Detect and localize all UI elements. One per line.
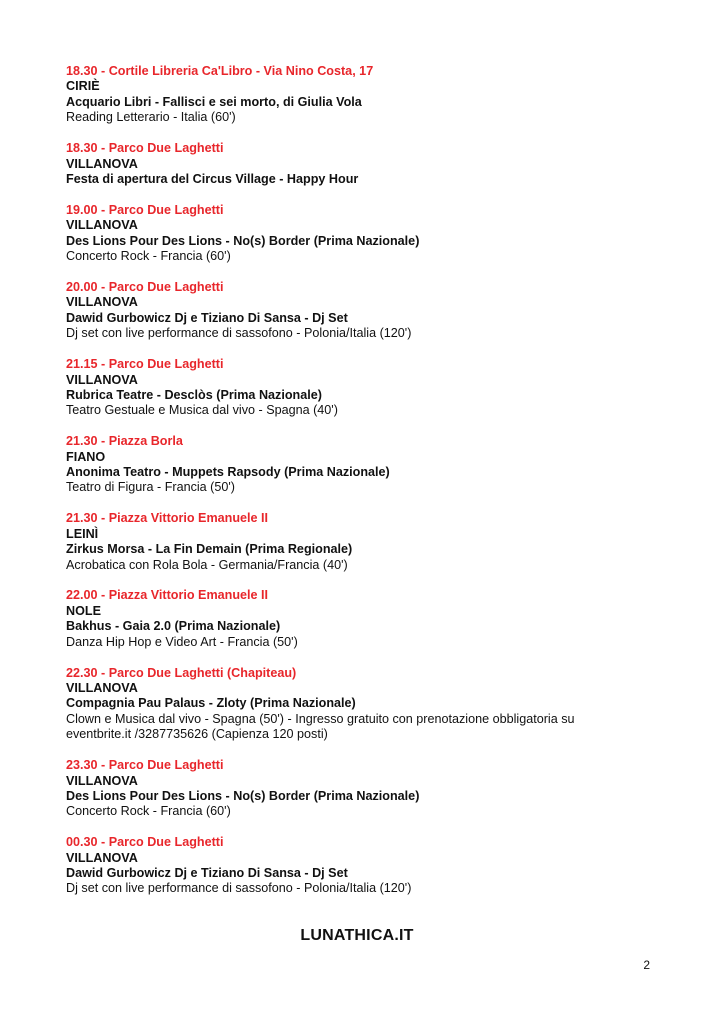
event-entry — [66, 758, 666, 820]
event-town: VILLANOVA — [66, 681, 138, 695]
event-town: VILLANOVA — [66, 372, 138, 387]
event-time-venue: 18.30 - Parco Due Laghetti — [66, 141, 224, 156]
event-description: Reading Letterario - Italia (60') — [66, 110, 236, 125]
event-title: Zirkus Morsa - La Fin Demain (Prima Regionale) — [66, 542, 353, 557]
event-entry — [66, 203, 666, 265]
event-time-venue: 21.15 - Parco Due Laghetti — [66, 357, 224, 372]
event-time-venue: 22.30 - Parco Due Laghetti (Chapiteau) — [66, 665, 297, 680]
event-time-venue: 22.00 - Piazza Vittorio Emanuele II — [66, 588, 269, 603]
event-entry — [66, 141, 666, 187]
event-time-venue: 21.30 - Piazza Borla — [66, 434, 183, 449]
event-time-venue: 18.30 - Cortile Libreria Ca'Libro - Via Nino Costa, 17 — [66, 64, 374, 78]
event-description: Dj set con live performance di sassofono - Polonia/Italia (120') — [66, 326, 412, 341]
event-description: Danza Hip Hop e Video Art - Francia (50') — [66, 634, 298, 649]
event-time-venue: 00.30 - Parco Due Laghetti — [66, 835, 224, 850]
event-town: VILLANOVA — [66, 295, 138, 310]
event-description: Concerto Rock - Francia (60') — [66, 804, 231, 819]
event-town: VILLANOVA — [66, 218, 138, 233]
event-title: Acquario Libri - Fallisci e sei morto, di Giulia Vola — [66, 94, 362, 109]
event-title: Dawid Gurbowicz Dj e Tiziano Di Sansa - Dj Set — [66, 866, 348, 881]
event-description: Teatro Gestuale e Musica dal vivo - Spagna (40') — [66, 403, 338, 418]
event-town: CIRIÈ — [66, 79, 100, 94]
event-entry — [66, 434, 666, 496]
event-town: VILLANOVA — [66, 773, 138, 788]
event-title: Des Lions Pour Des Lions - No(s) Border (Prima Nazionale) — [66, 788, 420, 803]
event-title: Anonima Teatro - Muppets Rapsody (Prima Nazionale) — [66, 465, 390, 480]
event-title: Compagnia Pau Palaus - Zloty (Prima Nazionale) — [66, 696, 356, 711]
event-description: Dj set con live performance di sassofono - Polonia/Italia (120') — [66, 881, 412, 896]
event-entry — [66, 588, 666, 650]
footer-site-link[interactable]: LUNATHICA.IT — [300, 927, 414, 944]
event-entry — [66, 280, 666, 342]
event-town: NOLE — [66, 603, 101, 618]
event-entry — [66, 835, 666, 897]
event-title: Festa di apertura del Circus Village - Happy Hour — [66, 171, 359, 186]
event-town: FIANO — [66, 449, 106, 464]
event-town: LEINÌ — [66, 526, 99, 541]
event-time-venue: 23.30 - Parco Due Laghetti — [66, 758, 224, 773]
event-town: VILLANOVA — [66, 156, 138, 171]
event-title: Rubrica Teatre - Desclòs (Prima Nazionale) — [66, 387, 322, 402]
page-number: 2 — [643, 958, 650, 972]
event-town: VILLANOVA — [66, 850, 138, 865]
event-description: Clown e Musica dal vivo - Spagna (50') - Ingresso gratuito con prenotazione obbligatoria su eventbrite.it /3287735626 (Capienza 120 posti) — [66, 711, 575, 742]
event-description: Concerto Rock - Francia (60') — [66, 249, 231, 264]
event-entry — [66, 64, 666, 126]
event-list — [66, 64, 666, 912]
event-time-venue: 21.30 - Piazza Vittorio Emanuele II — [66, 511, 269, 526]
event-time-venue: 19.00 - Parco Due Laghetti — [66, 202, 224, 217]
event-title: Bakhus - Gaia 2.0 (Prima Nazionale) — [66, 619, 281, 634]
event-description: Acrobatica con Rola Bola - Germania/Francia (40') — [66, 557, 348, 572]
event-entry — [66, 511, 666, 573]
event-description: Teatro di Figura - Francia (50') — [66, 480, 235, 495]
event-title: Des Lions Pour Des Lions - No(s) Border (Prima Nazionale) — [66, 233, 420, 248]
event-entry — [66, 666, 666, 743]
event-title: Dawid Gurbowicz Dj e Tiziano Di Sansa - Dj Set — [66, 310, 348, 325]
event-time-venue: 20.00 - Parco Due Laghetti — [66, 279, 224, 294]
event-entry — [66, 357, 666, 419]
